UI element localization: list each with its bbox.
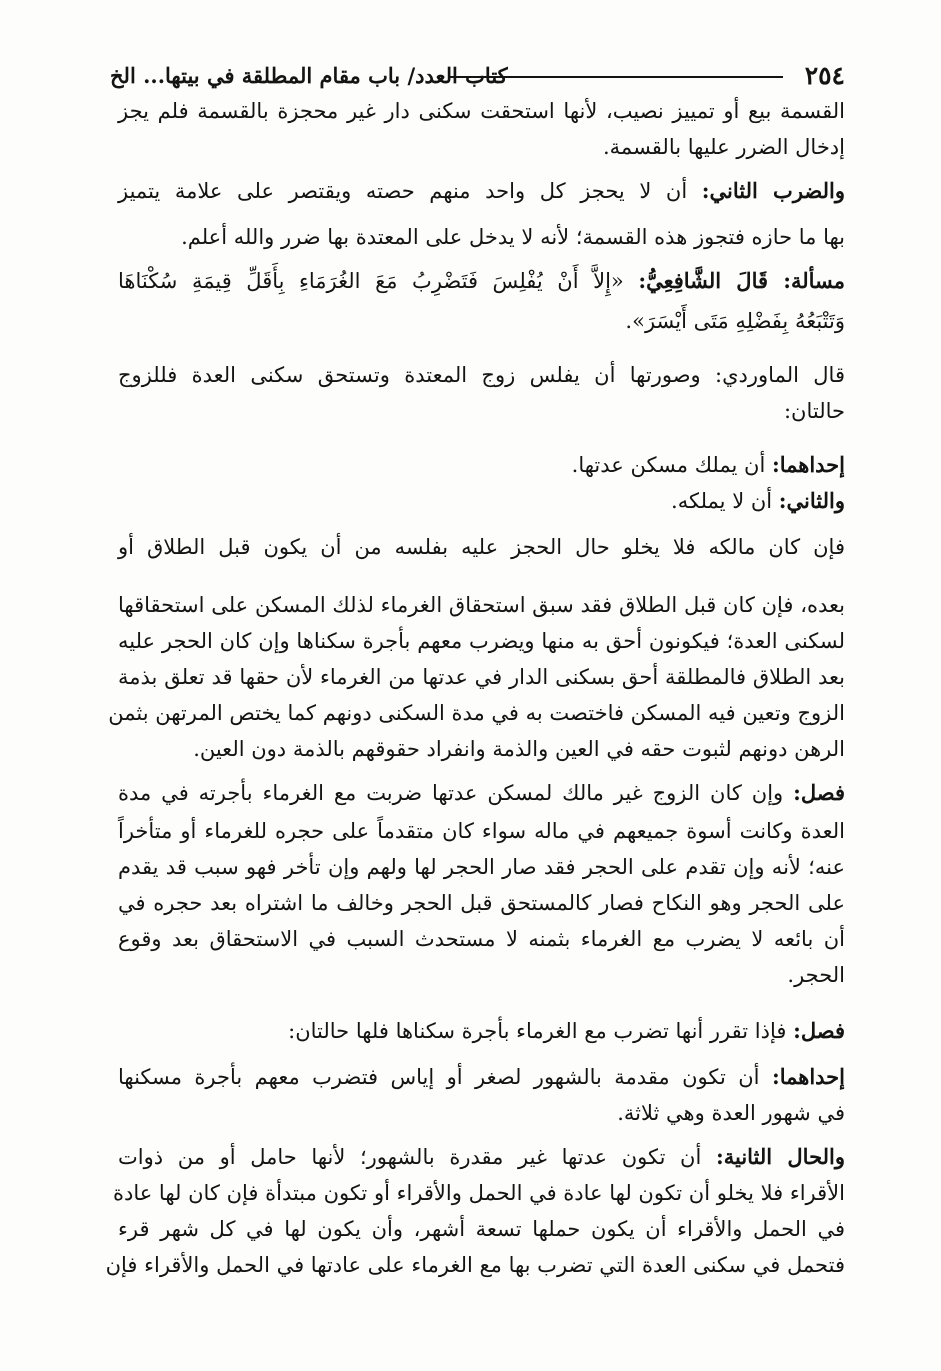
text-line: [118, 590, 845, 620]
line-text: وإن كان الزوج غير مالك لمسكن عدتها ضربت مع الغرماء بأجرته في مدة: [118, 781, 794, 805]
text-line: [118, 924, 845, 954]
line-text: الزوج وتعين فيه المسكن فاختصت به في مدة السكنى دونهم كما يختص المرتهن بثمن: [108, 701, 845, 725]
text-line: [105, 1250, 845, 1280]
text-line: [118, 1016, 845, 1046]
line-text: على الحجر وهو النكاح فصار كالمستحق قبل الحجر وخالف ما اشتراه بعد حجره في: [118, 891, 845, 915]
text-line: [118, 816, 845, 846]
bold-lead: مسألة: قَالَ الشَّافِعِيُّ:: [638, 268, 845, 293]
text-line: [118, 852, 845, 882]
line-text: في شهور العدة وهي ثلاثة.: [617, 1101, 845, 1125]
text-line: [118, 96, 845, 126]
text-line: [118, 1142, 845, 1172]
line-text: «إِلاَّ أَنْ يُفْلِسَ فَتَضْرِبُ مَعَ الغُرَمَاءِ بِأَقَلِّ قِيمَةِ سُكْنَاهَا: [118, 269, 639, 293]
line-text: القسمة بيع أو تمييز نصيب، لأنها استحقت سكنى دار غير محجزة بالقسمة فلم يجز: [118, 99, 845, 123]
text-line: [118, 1062, 845, 1092]
text-line: [118, 662, 845, 692]
text-line: [118, 176, 845, 206]
line-text: إدخال الضرر عليها بالقسمة.: [603, 135, 845, 159]
bold-lead: إحداهما:: [771, 1064, 845, 1089]
line-text: العدة وكانت أسوة جميعهم في ماله سواء كان متقدماً على حجره للغرماء أو متأخراً: [118, 819, 845, 843]
text-line: [118, 132, 845, 162]
line-text: في الحمل والأقراء أن يكون حملها تسعة أشهر، وأن يكون لها في كل شهر قرء: [118, 1217, 845, 1241]
text-line: [118, 1214, 845, 1244]
bold-lead: والضرب الثاني:: [701, 178, 845, 203]
line-text: فتحمل في سكنى العدة التي تضرب بها مع الغرماء على عادتها في الحمل والأقراء فإن: [105, 1253, 845, 1277]
line-text: فإن كان مالكه فلا يخلو حال الحجز عليه بفلسه من أن يكون قبل الطلاق أو: [118, 535, 845, 559]
line-text: بعد الطلاق فالمطلقة أحق بسكنى الدار في عدتها من الغرماء لأن حقها قد تعلق بذمة: [118, 665, 845, 689]
line-text: قال الماوردي: وصورتها أن يفلس زوج المعتدة وتستحق سكنى العدة فللزوج: [118, 363, 845, 387]
line-text: لسكنى العدة؛ فيكونون أحق به منها ويضرب معهم بأجرة سكناها وإن كان الحجر عليه: [118, 629, 845, 653]
text-line: [118, 306, 845, 336]
text-line: [118, 626, 845, 656]
text-line: [118, 734, 845, 764]
line-text: أن تكون عدتها غير مقدرة بالشهور؛ لأنها حامل أو من ذوات: [118, 1145, 716, 1169]
line-text: بها ما حازه فتجوز هذه القسمة؛ لأنه لا يدخل على المعتدة بها ضرر والله أعلم.: [181, 225, 845, 249]
text-line: [118, 396, 845, 426]
bold-lead: والحال الثانية:: [715, 1144, 845, 1169]
text-line: [118, 532, 845, 562]
line-text: أن تكون مقدمة بالشهور لصغر أو إياس فتضرب معهم بأجرة مسكنها: [118, 1065, 772, 1089]
page-number: ٢٥٤: [804, 61, 845, 90]
line-text: أن لا يملكه.: [671, 489, 779, 513]
text-line: [118, 960, 845, 990]
bold-lead: والثاني:: [778, 488, 845, 513]
line-text: الرهن دونهم لثبوت حقه في العين والذمة وانفراد حقوقهم بالذمة دون العين.: [193, 737, 845, 761]
line-text: وَتَتْبَعُهُ بِفَضْلِهِ مَتَى أَيْسَرَ».: [625, 309, 845, 333]
line-text: حالتان:: [783, 399, 845, 423]
bold-lead: فصل:: [793, 1018, 845, 1043]
bold-lead: فصل:: [793, 780, 845, 805]
line-text: أن لا يحجز كل واحد منهم حصته ويقتصر على علامة يتميز: [118, 179, 702, 203]
text-line: [108, 698, 845, 728]
line-text: فإذا تقرر أنها تضرب مع الغرماء بأجرة سكناها فلها حالتان:: [288, 1019, 794, 1043]
line-text: أن يملك مسكن عدتها.: [571, 453, 772, 477]
text-line: [118, 888, 845, 918]
page-header: [110, 62, 845, 98]
text-line: [118, 360, 845, 390]
text-line: [118, 450, 845, 480]
running-title: كتاب العدد/ باب مقام المطلقة في بيتها... الخ: [110, 63, 508, 88]
text-line: [118, 266, 845, 296]
text-line: [112, 1178, 845, 1208]
text-line: [118, 1098, 845, 1128]
line-text: أن بائعه لا يضرب مع الغرماء بثمنه لا مستحدث السبب في الاستحقاق بعد وقوع: [118, 927, 845, 951]
text-line: [118, 222, 845, 252]
text-line: [118, 486, 845, 516]
bold-lead: إحداهما:: [771, 452, 845, 477]
text-line: [118, 778, 845, 808]
line-text: بعده، فإن كان قبل الطلاق فقد سبق استحقاق الغرماء لذلك المسكن على استحقاقها: [118, 593, 845, 617]
line-text: عنه؛ لأنه وإن تقدم على الحجر فقد صار الحجر لها ولهم وإن تأخر فهو سبب قد يقدم: [118, 855, 845, 879]
line-text: الأقراء فلا يخلو أن تكون لها عادة في الحمل والأقراء أو تكون مبتدأة فإن كان لها عادة: [112, 1181, 845, 1205]
line-text: الحجر.: [787, 963, 845, 987]
